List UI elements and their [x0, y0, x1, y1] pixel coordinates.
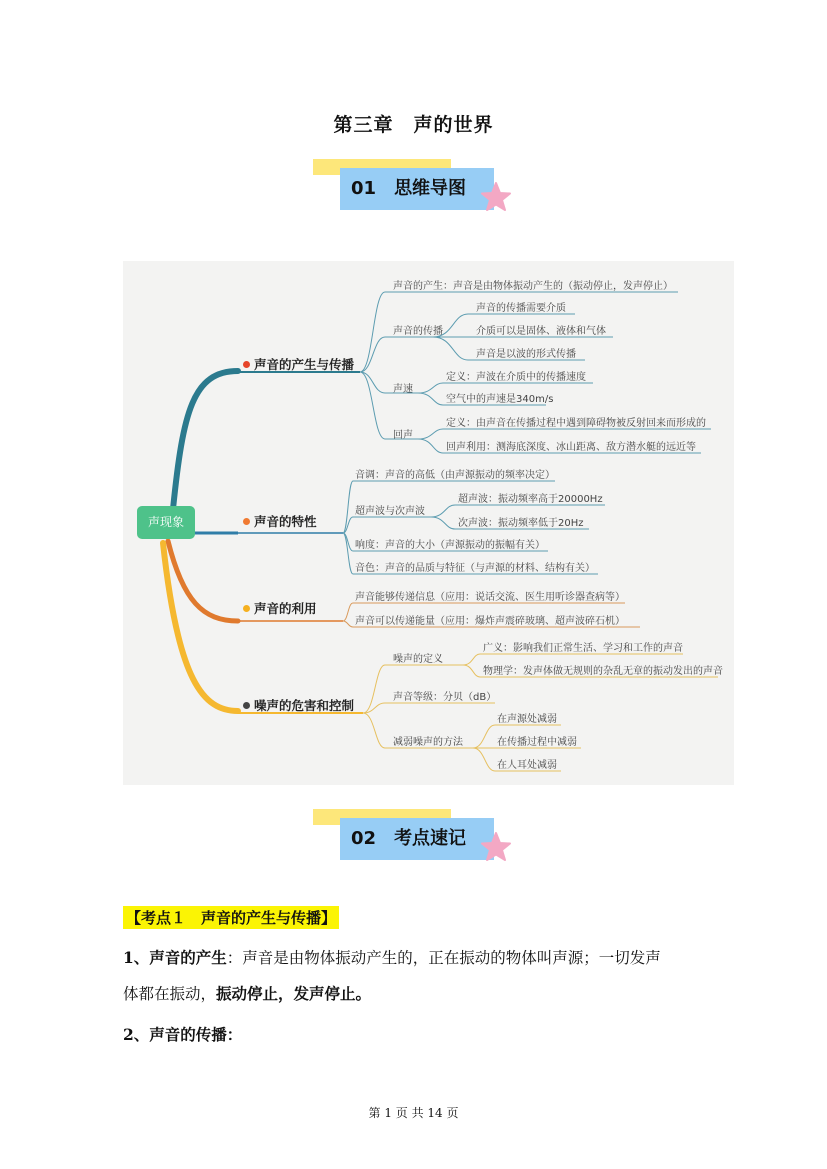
mindmap-node: 在声源处减弱	[497, 714, 557, 725]
mindmap-node: 声音的传播需要介质	[476, 303, 566, 314]
mindmap-node: 物理学：发声体做无规则的杂乱无章的振动发出的声音	[483, 666, 723, 677]
branch-label: 声音的特性	[254, 514, 317, 529]
section-banner-keypoints	[313, 809, 513, 879]
mindmap-node: 声速	[393, 384, 413, 395]
mindmap-node: 声音的产生：声音是由物体振动产生的（振动停止，发声停止）	[393, 281, 673, 292]
paragraph-lead: 1、声音的产生	[123, 948, 227, 967]
mindmap-node: 声音是以波的形式传播	[476, 349, 576, 360]
mindmap-node: 声音的传播	[393, 326, 443, 337]
branch-label: 声音的利用	[254, 601, 317, 616]
mindmap-branch-1	[243, 355, 354, 373]
mindmap-node: 空气中的声速是340m/s	[446, 394, 554, 405]
mindmap-branch-3	[243, 599, 317, 617]
star-icon	[481, 832, 511, 862]
mindmap-node: 声音可以传递能量（应用：爆炸声震碎玻璃、超声波碎石机）	[355, 616, 625, 627]
paragraph-text: 体都在振动，	[123, 985, 217, 1003]
mindmap-node: 声音等级：分贝（dB）	[393, 692, 497, 703]
branch-dot	[243, 605, 250, 612]
page-footer: 第 1 页 共 14 页	[368, 1106, 459, 1120]
mindmap-node: 在传播过程中减弱	[497, 737, 577, 748]
mindmap-node: 超声波：振动频率高于20000Hz	[458, 494, 603, 505]
section-banner-mindmap	[313, 159, 513, 229]
mindmap-node: 超声波与次声波	[355, 506, 425, 517]
paragraph-lead: 2、声音的传播：	[123, 1025, 243, 1044]
mindmap	[123, 261, 734, 785]
mindmap-node: 响度：声音的大小（声源振动的振幅有关）	[355, 540, 545, 551]
branch-dot	[243, 702, 250, 709]
paragraph-2	[123, 1017, 723, 1053]
branch-dot	[243, 518, 250, 525]
mindmap-node: 音调：声音的高低（由声源振动的频率决定）	[355, 470, 555, 481]
banner-label: 思维导图	[394, 178, 467, 199]
mindmap-branch-4	[243, 696, 354, 714]
page-title: 第三章 声的世界	[333, 114, 494, 136]
mindmap-node: 回声利用：测海底深度、冰山距离、敌方潜水艇的远近等	[446, 442, 696, 453]
mindmap-node: 次声波：振动频率低于20Hz	[458, 518, 584, 529]
banner-number: 02	[351, 828, 377, 849]
mindmap-node: 音色：声音的品质与特征（与声源的材料、结构有关）	[355, 563, 595, 574]
paragraph-1	[123, 940, 723, 1012]
mindmap-node: 在人耳处减弱	[497, 760, 557, 771]
banner-number: 01	[351, 178, 377, 199]
mindmap-node: 定义：声波在介质中的传播速度	[446, 372, 586, 383]
banner-label-box	[340, 818, 494, 860]
branch-label: 噪声的危害和控制	[254, 698, 355, 713]
section-heading: 【考点１ 声音的产生与传播】	[123, 906, 339, 929]
mindmap-node: 减弱噪声的方法	[393, 737, 463, 748]
mindmap-node: 回声	[393, 430, 413, 441]
mindmap-node: 噪声的定义	[393, 654, 443, 665]
mindmap-node: 广义：影响我们正常生活、学习和工作的声音	[483, 643, 683, 654]
branch-label: 声音的产生与传播	[254, 357, 355, 372]
paragraph-bold: 振动停止，发声停止。	[216, 984, 372, 1003]
mindmap-root: 声现象	[137, 506, 195, 539]
branch-dot	[243, 361, 250, 368]
star-icon	[481, 182, 511, 212]
banner-label-box	[340, 168, 494, 210]
mindmap-node: 定义：由声音在传播过程中遇到障碍物被反射回来而形成的	[446, 418, 706, 429]
mindmap-node: 声音能够传递信息（应用：说话交流、医生用听诊器查病等）	[355, 592, 625, 603]
paragraph-text: ：声音是由物体振动产生的，正在振动的物体叫声源；一切发声	[226, 949, 661, 967]
mindmap-connectors	[123, 261, 734, 785]
mindmap-node: 介质可以是固体、液体和气体	[476, 326, 606, 337]
mindmap-branch-2	[243, 512, 317, 530]
banner-label: 考点速记	[394, 828, 467, 849]
